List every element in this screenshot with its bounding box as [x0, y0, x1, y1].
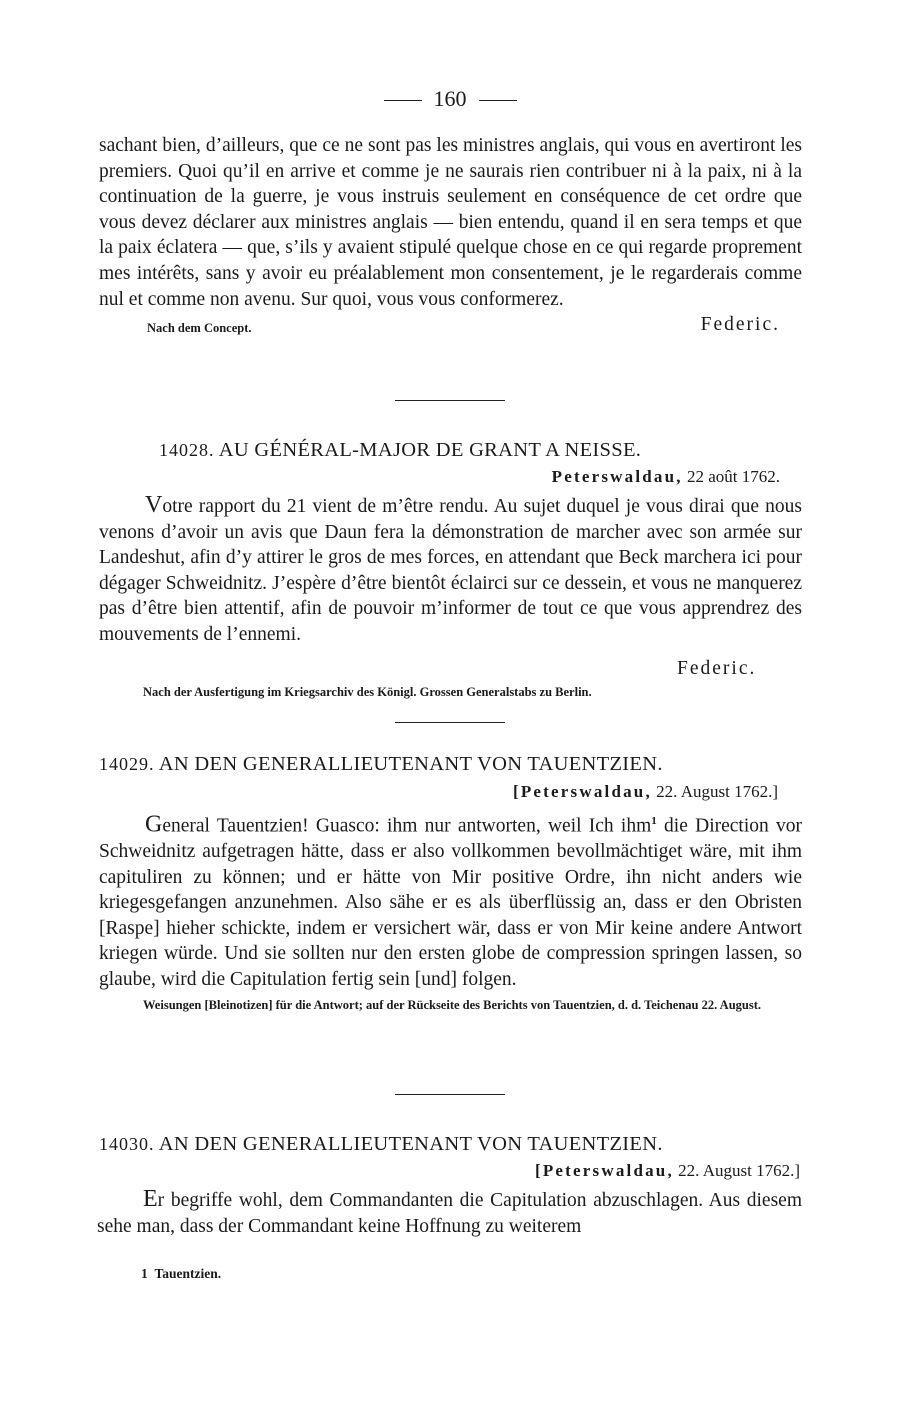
letter-text-body: r begriffe wohl, dem Commandanten die Capitulation abzuschlagen. Aus diesem sehe man, dass der Commandant keine Hoffnung zu weiterem: [97, 1190, 802, 1237]
date: 22. August 1762.]: [656, 782, 778, 801]
separator-rule: [395, 722, 505, 723]
letter-text: [99, 493, 802, 648]
letter-continuation: [99, 133, 802, 338]
place-date: [552, 466, 780, 488]
letter-title: AU GÉNÉRAL-MAJOR DE GRANT A NEISSE.: [218, 439, 642, 461]
footnote-text: Tauentzien.: [154, 1266, 222, 1281]
letter-title: AN DEN GENERALLIEUTENANT VON TAUENTZIEN.: [158, 753, 663, 775]
signature: Federic.: [677, 658, 757, 679]
letter-text-part-a: eneral Tauentzien! Guasco: ihm nur antworten, weil Ich ihm: [162, 815, 652, 837]
signature: Federic.: [700, 314, 780, 336]
letter-continuation-text: sachant bien, d’ailleurs, que ce ne sont pas les ministres anglais, qui vous en avertiront les premiers. Quoi qu’il en arrive et comme je ne saurais rien contribuer ni à la paix, ni à la continuation de la guerre, je vous instruis seulement en conséquence de cet ordre que vous devez déclarer aux ministres anglais — bien entendu, quand il en sera temps et que la paix éclatera — que, s’ils y avaient stipulé quelque chose en ce qui regarde proprement mes intérêts, sans y avoir eu préalablement mon consentement, je le regarderais comme nul et comme non avenu. Sur quoi, vous vous conformerez.: [99, 135, 802, 310]
footnote: [141, 1266, 221, 1282]
place: [Peterswaldau,: [534, 1161, 674, 1180]
source-note: Nach dem Concept.: [147, 321, 252, 336]
letter-number: 14028.: [159, 440, 215, 460]
initial-letter: G: [145, 811, 163, 838]
folio-dash-right: [479, 100, 517, 101]
page-number: 160: [433, 86, 467, 111]
separator-rule: [395, 1094, 505, 1095]
letter-heading: [99, 1131, 802, 1157]
letter-text: [97, 1187, 802, 1239]
signature-row: [99, 314, 802, 338]
letter-text-part-b: die Direction vor Schweidnitz aufgetragen hätte, dass er also vollkommen bevollmächtiget wäre, mit ihm capituliren zu können; und er hätte von Mir positive Ordre, ihn nicht anders wie kriegesgefangen anzunehmen. Also sähe er es als überflüssig an, dass er den Obristen [Raspe] hieher schickte, indem er versichert wär, dass er von Mir keine andere Antwort kriegen würde. Und sie sollten nur den ersten globe de compression springen lassen, so glaube, wird die Capitulation fertig sein [und] folgen.: [99, 815, 802, 991]
letter-heading: [159, 437, 799, 463]
place: Peterswaldau,: [551, 467, 683, 486]
initial-letter: V: [145, 492, 163, 518]
letter-heading: [99, 751, 802, 777]
page-header: [0, 86, 900, 112]
place-date: [535, 1160, 800, 1182]
separator-rule: [395, 400, 505, 401]
date: 22. August 1762.]: [678, 1161, 800, 1180]
letter-text-body: otre rapport du 21 vient de m’être rendu. Au sujet duquel je vous dirai que nous venons d’avoir un avis que Daun fera la démonstration de marcher avec son armée sur Landeshut, afin d’y attirer le gros de mes forces, en attendant que Beck marchera ici pour dégager Schweidnitz. J’espère d’être bientôt éclairci sur ce dessein, et vous ne manquerez pas d’être bien attentif, afin de pouvoir m’informer de tout ce que vous apprendrez des mouvements de l’ennemi.: [99, 496, 802, 645]
initial-letter: E: [143, 1186, 158, 1212]
footnote-ref: 1: [651, 815, 657, 827]
editorial-note: Weisungen [Bleinotizen] für die Antwort; auf der Rückseite des Berichts von Tauentzien, d. d. Teichenau 22. August.: [143, 997, 761, 1012]
letter-body: [99, 809, 802, 1014]
letter-body: [97, 1187, 802, 1239]
source-note: Nach der Ausfertigung im Kriegsarchiv des Königl. Grossen Generalstabs zu Berlin.: [143, 685, 592, 699]
folio-dash-left: [384, 100, 422, 101]
letter-number: 14029.: [99, 754, 155, 774]
letter-text: [99, 809, 802, 993]
letter-body: [99, 493, 802, 648]
date: 22 août 1762.: [686, 467, 780, 486]
place: [Peterswaldau,: [512, 782, 652, 801]
letter-number: 14030.: [99, 1134, 155, 1154]
footnote-mark: 1: [141, 1266, 148, 1281]
letter-title: AN DEN GENERALLIEUTENANT VON TAUENTZIEN.: [158, 1133, 663, 1155]
place-date: [513, 781, 778, 803]
